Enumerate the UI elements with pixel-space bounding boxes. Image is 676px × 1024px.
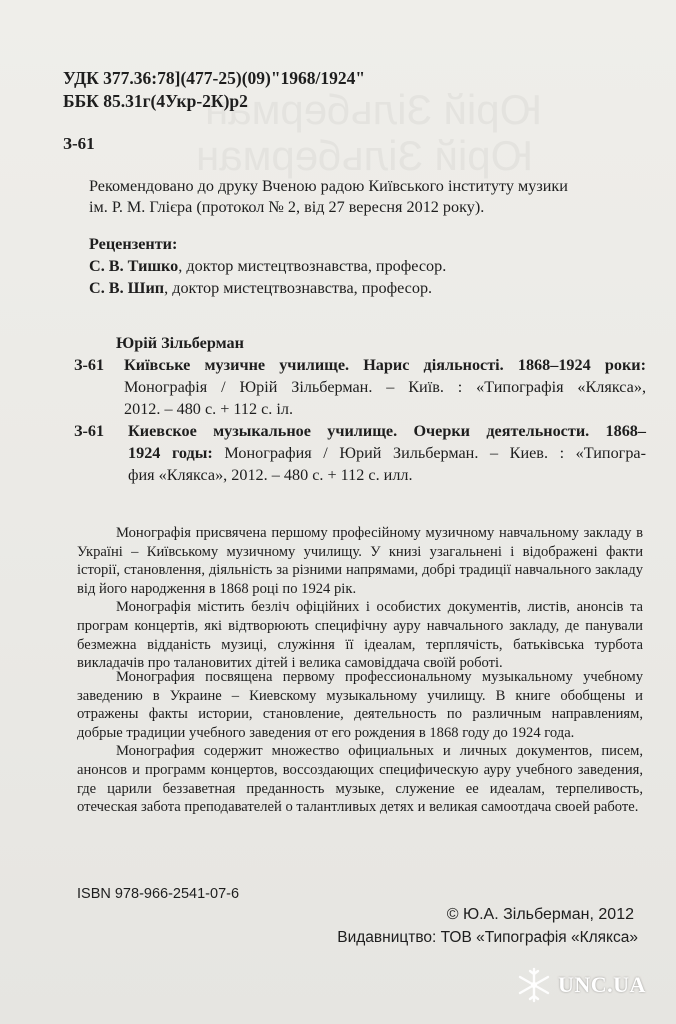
udk-code: УДК 377.36:78](477-25)(09)"1968/1924" bbox=[63, 68, 366, 88]
catalog-mark: З-61 bbox=[74, 356, 105, 374]
isbn: ISBN 978-966-2541-07-6 bbox=[77, 886, 240, 902]
catalog-author: Юрій Зільберман bbox=[116, 334, 244, 352]
annotation-paragraph: Монография посвящена первому профессиональному музыкальному учебному заведению в Украине – Киевскому музыкальному училищу. В книге обобщены и отражены факты истории, становление, деятельность по различным направлениям, добрые традиции учебного заведения от его рождения в 1868 году до 1924 года. bbox=[77, 669, 643, 741]
watermark-text: UNC.UA bbox=[558, 972, 646, 997]
annotation-ru bbox=[77, 668, 643, 817]
author-mark: З-61 bbox=[63, 134, 95, 153]
recommendation-line-1: Рекомендовано до друку Вченою радою Київського інституту музики bbox=[89, 177, 568, 195]
copyright: © Ю.А. Зільберман, 2012 bbox=[446, 906, 634, 923]
catalog-mark: З-61 bbox=[74, 422, 105, 440]
publisher: Видавництво: ТОВ «Типографія «Клякса» bbox=[337, 929, 638, 946]
bleed-through: Юрій Зільберман bbox=[196, 132, 534, 179]
reviewer-desc: , доктор мистецтвознавства, професор. bbox=[164, 279, 433, 297]
catalog-line bbox=[124, 378, 646, 397]
catalog-line-text bbox=[128, 444, 646, 463]
catalog-line bbox=[128, 444, 646, 463]
bbk-code: ББК 85.31г(4Укр-2К)р2 bbox=[63, 91, 248, 111]
catalog-title-ru bbox=[128, 422, 646, 441]
catalog-line: фия «Клякса», 2012. – 480 с. + 112 с. илл. bbox=[128, 466, 413, 484]
bleed-through: Юрій Зільберман bbox=[205, 86, 543, 133]
reviewer-1 bbox=[89, 257, 446, 276]
catalog-line-rest: Монография / Юрий Зильберман. – Киев. : «Типогра- bbox=[212, 444, 646, 462]
annotation-uk bbox=[77, 524, 643, 673]
reviewer-name: С. В. Шип bbox=[89, 279, 165, 297]
annotation-paragraph: Монографія присвячена першому професійному музичному навчальному закладу в Україні – Київському музичному училищу. У книзі узагальнені і відображені факти історії, становлення, діяльність за різними напрямами, добрі традиції навчального закладу від його народження в 1868 році по 1924 рік. bbox=[77, 525, 643, 597]
snowflake-logo-icon bbox=[516, 967, 552, 1003]
annotation-paragraph: Монография содержит множество официальных и личных документов, писем, анонсов и программ концертов, воссоздающих специфическую ауру учебного заведения, где царили беззаветная преданность музыке, служение ее идеалам, терпеливость, отеческая забота преподавателей о талантливых детях и великая самоотдача своей работе. bbox=[77, 743, 643, 816]
reviewer-name: С. В. Тишко bbox=[89, 257, 179, 275]
catalog-title-text: Київське музичне училище. Нарис діяльності. 1868–1924 роки: bbox=[124, 356, 646, 374]
reviewer-2 bbox=[89, 279, 432, 298]
recommendation-line-2: ім. Р. М. Глієра (протокол № 2, від 27 вересня 2012 року). bbox=[89, 198, 485, 216]
catalog-line: 2012. – 480 с. + 112 с. іл. bbox=[124, 400, 294, 418]
reviewers-heading: Рецензенти: bbox=[89, 235, 178, 253]
catalog-title-uk bbox=[124, 356, 646, 375]
catalog-title-end: 1924 годы: bbox=[128, 444, 213, 462]
annotation-paragraph: Монографія містить безліч офіційних і особистих документів, листів, анонсів та програм концертів, які відтворюють специфічну ауру навчального закладу, де панували безмежна відданість музиці, служіння її ідеалам, терплячість, батьківська турбота викладачів про талановитих дітей і велика самовіддача своїй роботі. bbox=[77, 599, 643, 672]
catalog-line-text: Монографія / Юрій Зільберман. – Київ. : «Типографія «Клякса», bbox=[124, 378, 646, 396]
reviewer-desc: , доктор мистецтвознавства, професор. bbox=[178, 257, 447, 275]
catalog-title-text: Киевское музыкальное училище. Очерки деятельности. 1868– bbox=[128, 422, 646, 440]
watermark bbox=[516, 960, 666, 1010]
